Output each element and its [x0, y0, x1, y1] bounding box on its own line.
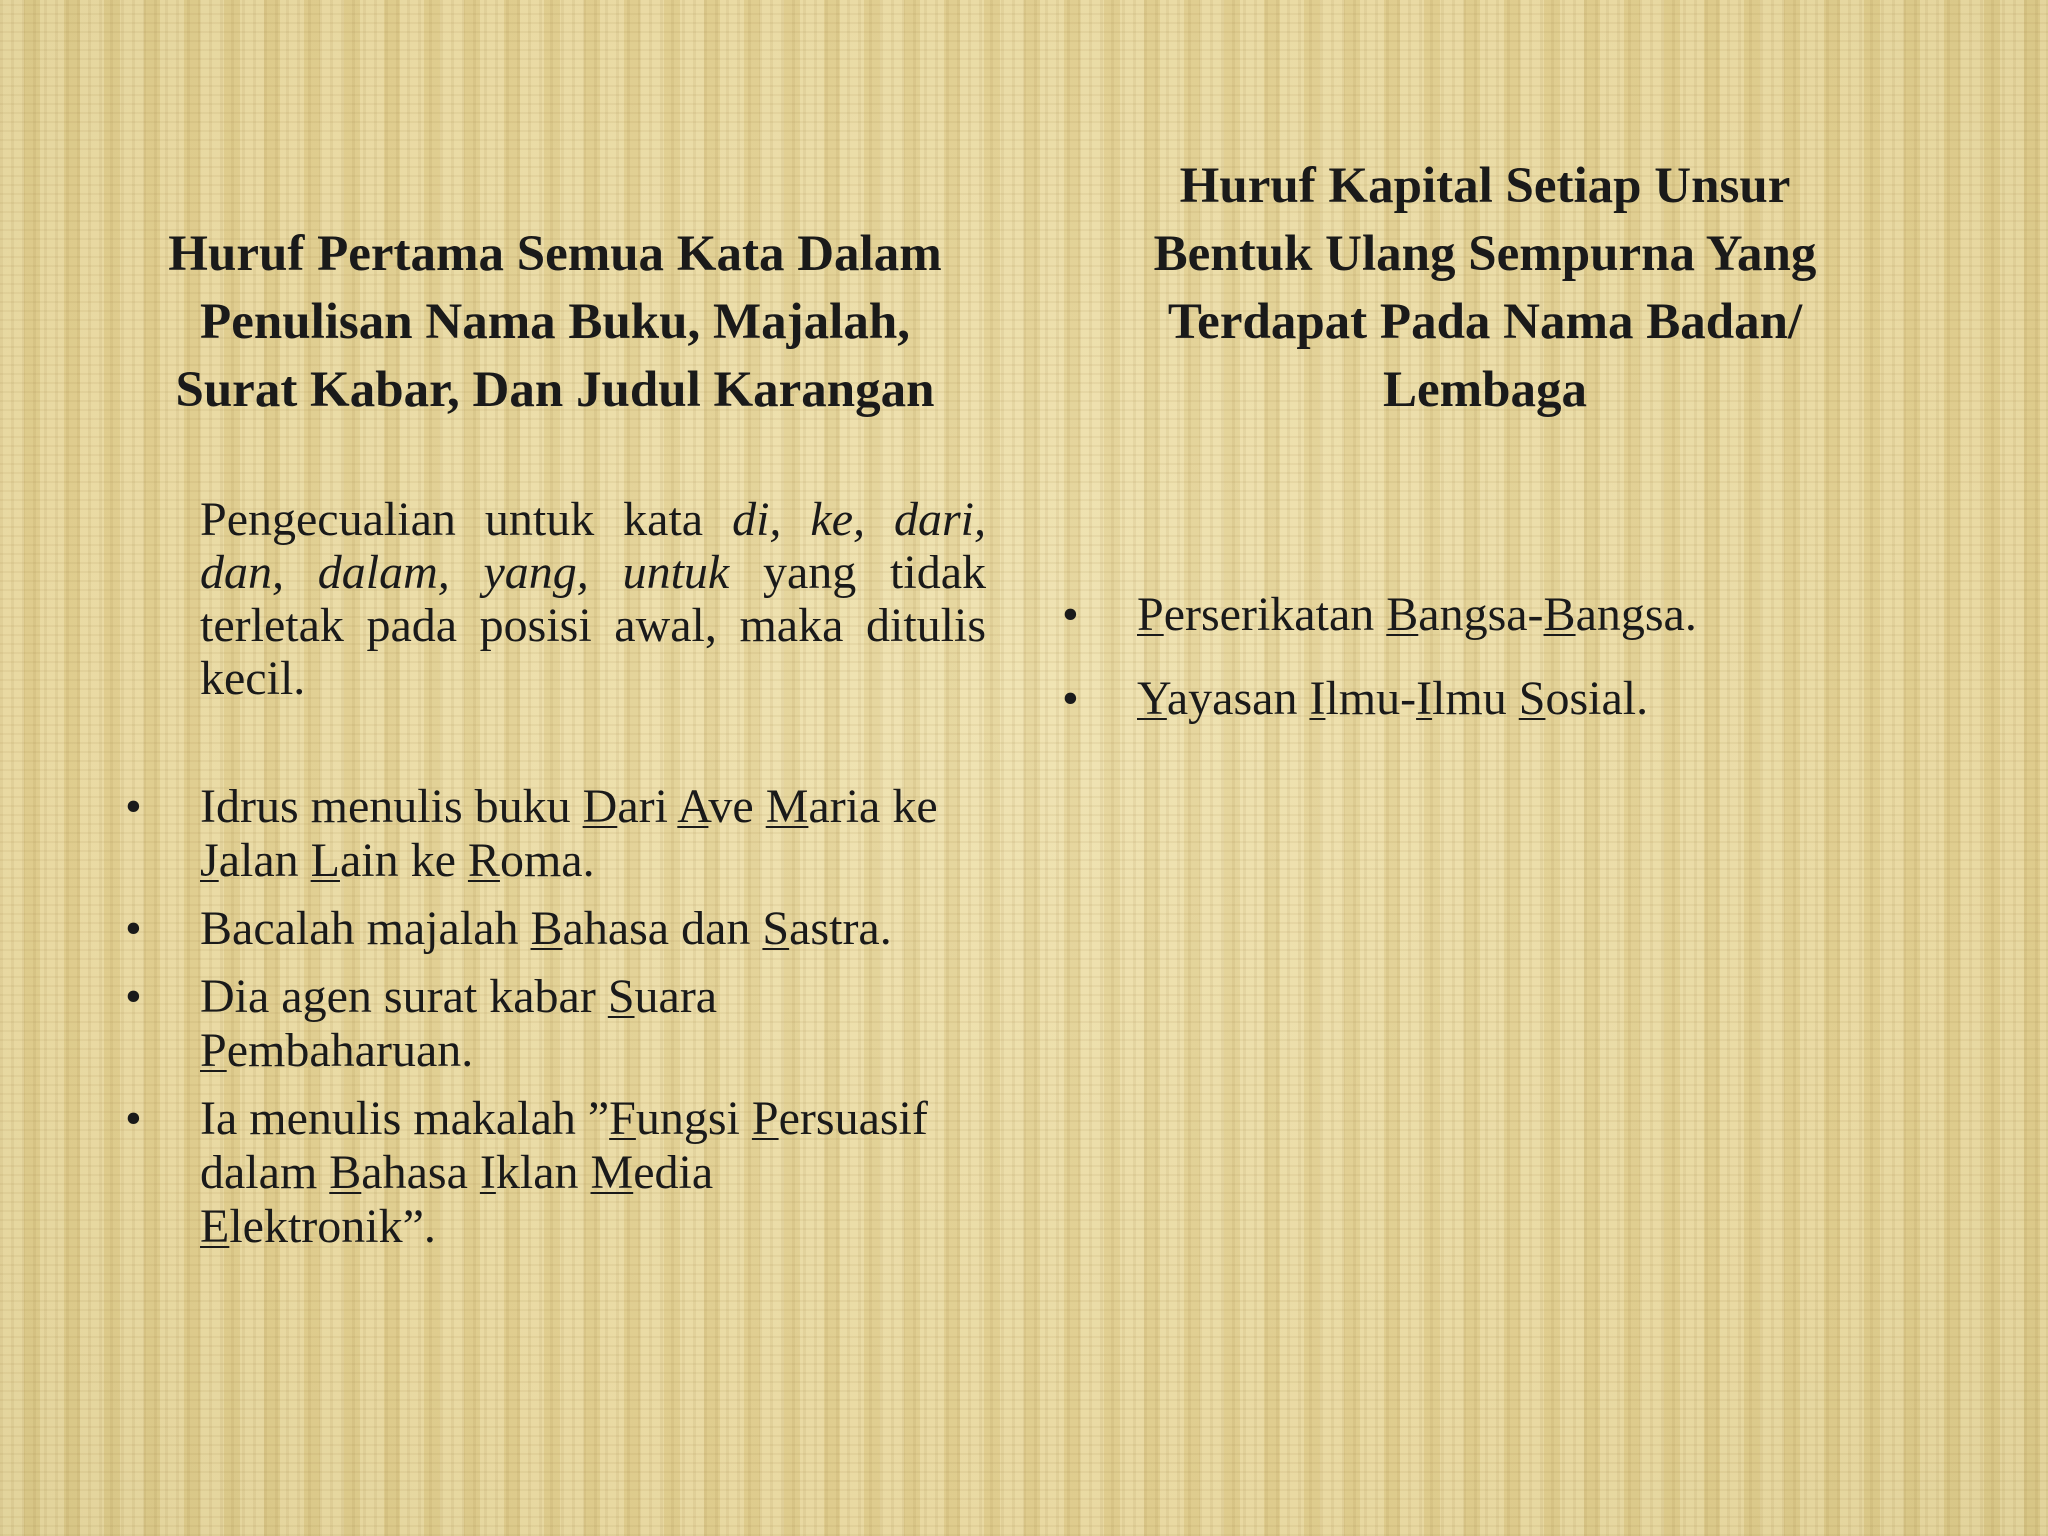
item-text: ahasa dan	[562, 902, 763, 955]
item-text: lmu	[1432, 672, 1519, 725]
item-text: Idrus menulis buku	[200, 780, 583, 833]
item-text: erserikatan	[1163, 588, 1387, 641]
item-text: ve	[708, 780, 766, 833]
bullet-icon: •	[1062, 672, 1079, 725]
item-text: Ia menulis makalah ”	[200, 1092, 610, 1145]
title-line: Huruf Pertama Semua Kata Dalam	[168, 226, 942, 282]
item-text: oma.	[499, 834, 595, 887]
right-example-list	[1062, 588, 1962, 756]
item-text: astra.	[789, 902, 892, 955]
underlined-capital: R	[467, 834, 500, 887]
item-text: lmu-	[1325, 672, 1417, 725]
underlined-capital: M	[765, 780, 809, 833]
underlined-capital: B	[530, 902, 563, 955]
item-text: klan	[495, 1146, 591, 1199]
bullet-icon: •	[125, 1092, 142, 1145]
underlined-capital: S	[1518, 672, 1546, 725]
item-text: angsa.	[1575, 588, 1697, 641]
underlined-capital: P	[200, 1024, 227, 1077]
left-column-title	[100, 220, 1010, 424]
title-line: Bentuk Ulang Sempurna Yang	[1153, 226, 1817, 282]
item-text: ersuasif dalam	[200, 1092, 928, 1199]
list-item	[1062, 672, 1962, 726]
list-item	[125, 902, 955, 956]
item-text: lektronik”.	[229, 1200, 436, 1253]
underlined-capital: B	[329, 1146, 362, 1199]
underlined-capital: S	[607, 970, 635, 1023]
underlined-capital: B	[1543, 588, 1576, 641]
list-item	[125, 970, 955, 1078]
underlined-capital: I	[479, 1146, 496, 1199]
item-text: ahasa	[361, 1146, 480, 1199]
left-example-list	[125, 780, 955, 1268]
item-text: osial.	[1545, 672, 1649, 725]
underlined-capital: F	[609, 1092, 636, 1145]
item-text: edia	[633, 1146, 714, 1199]
title-line: Lembaga	[1383, 362, 1587, 418]
item-text: ain ke	[339, 834, 468, 887]
underlined-capital: P	[751, 1092, 779, 1145]
right-column-title	[1075, 152, 1895, 424]
note-italic-words: di, ke, dari, dan, dalam, yang, untuk	[200, 493, 986, 599]
item-text: ari	[617, 780, 678, 833]
bullet-icon: •	[1062, 588, 1079, 641]
note-text-end: yang tidak terletak pada posisi awal, maka ditulis kecil.	[200, 546, 987, 705]
underlined-capital: I	[1416, 672, 1433, 725]
title-line: Surat Kabar, Dan Judul Karangan	[175, 362, 935, 418]
underlined-capital: E	[200, 1200, 230, 1253]
exception-note	[200, 493, 986, 705]
item-text: Bacalah majalah	[200, 902, 531, 955]
item-text: ungsi	[635, 1092, 752, 1145]
item-text: ayasan	[1166, 672, 1310, 725]
title-line: Penulisan Nama Buku, Majalah,	[200, 294, 910, 350]
underlined-capital: Y	[1137, 672, 1167, 725]
list-item	[1062, 588, 1962, 642]
title-line: Terdapat Pada Nama Badan/	[1167, 294, 1803, 350]
bullet-icon: •	[125, 902, 142, 955]
item-text: aria ke	[808, 780, 938, 833]
underlined-capital: P	[1137, 588, 1164, 641]
list-item	[125, 780, 955, 888]
item-text: alan	[218, 834, 311, 887]
underlined-capital: B	[1386, 588, 1419, 641]
item-text: uara	[634, 970, 718, 1023]
underlined-capital: J	[200, 834, 219, 887]
underlined-capital: D	[582, 780, 618, 833]
underlined-capital: A	[677, 780, 709, 833]
underlined-capital: S	[762, 902, 790, 955]
underlined-capital: M	[590, 1146, 634, 1199]
bullet-icon: •	[125, 970, 142, 1023]
bullet-icon: •	[125, 780, 142, 833]
list-item	[125, 1092, 955, 1254]
item-text: Dia agen surat kabar	[200, 970, 608, 1023]
title-line: Huruf Kapital Setiap Unsur	[1179, 158, 1791, 214]
note-text-start: Pengecualian untuk kata	[200, 493, 733, 546]
item-text: angsa-	[1418, 588, 1544, 641]
item-text: embaharuan.	[226, 1024, 474, 1077]
underlined-capital: I	[1309, 672, 1326, 725]
underlined-capital: L	[310, 834, 340, 887]
